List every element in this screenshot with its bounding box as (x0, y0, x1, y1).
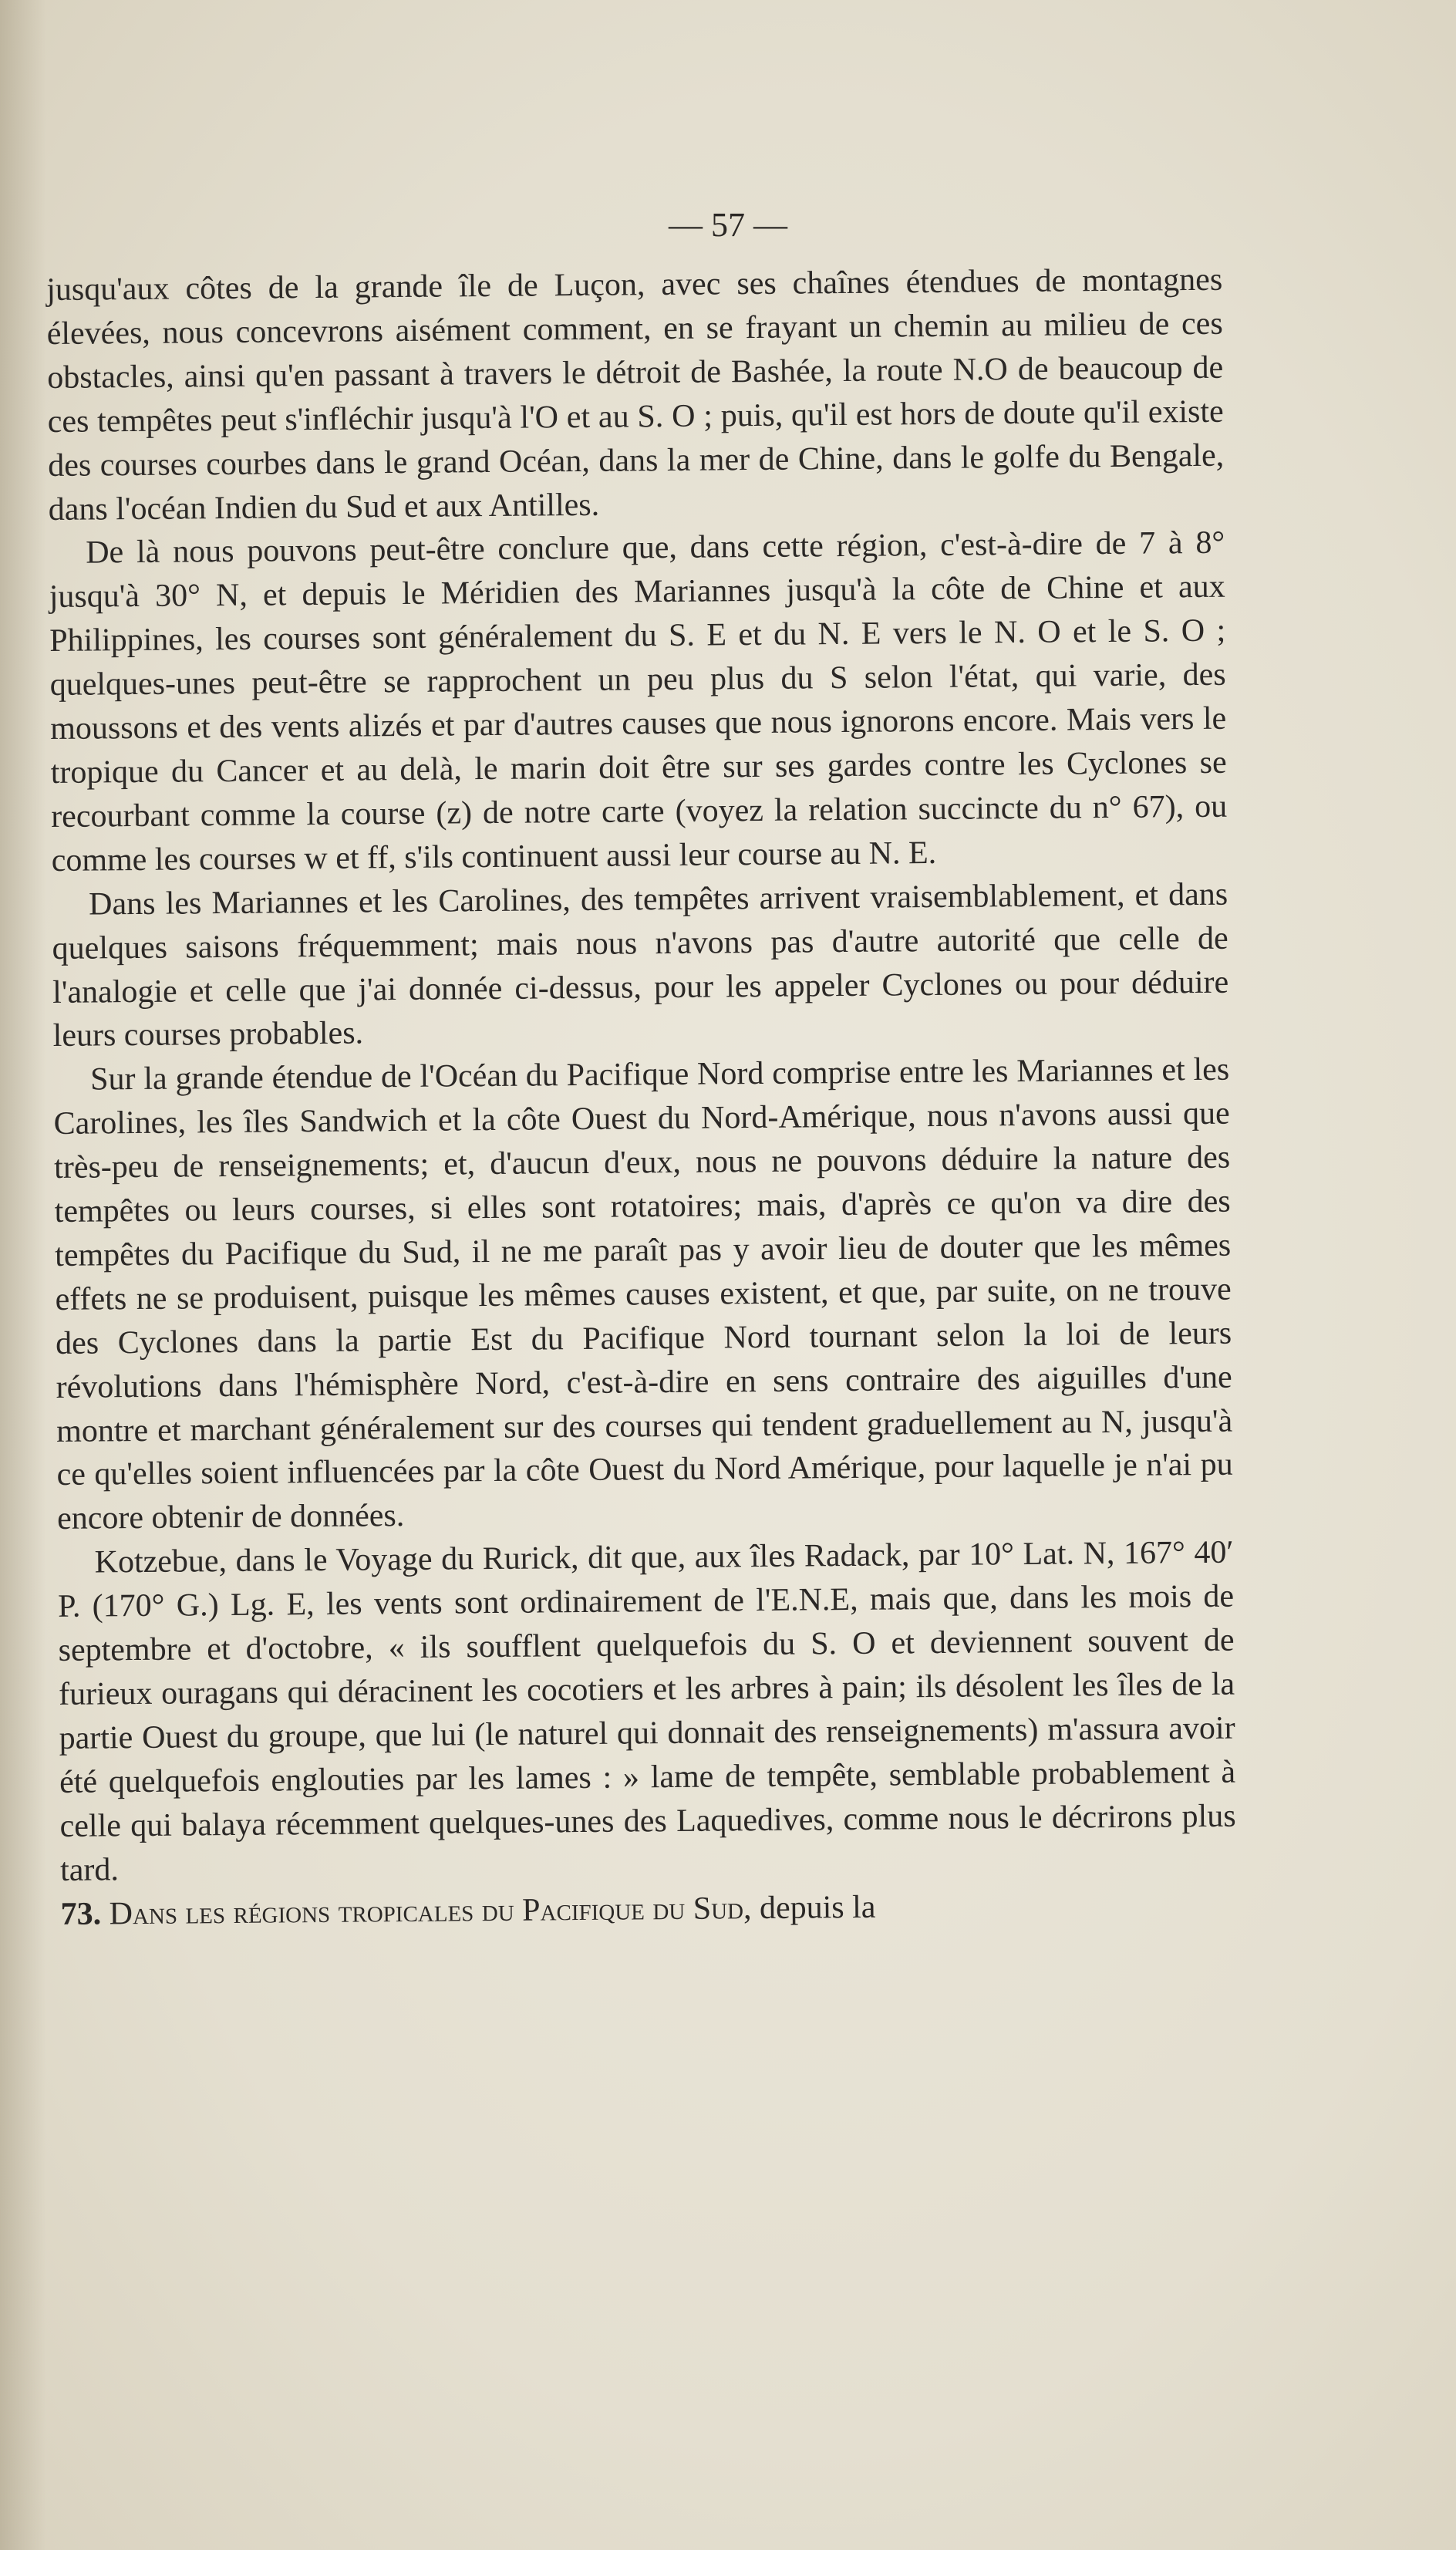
paragraph: De là nous pouvons peut-être conclure que, dans cette région, c'est-à-dire de 7 à 8° jusqu'à 30° N, et depuis le Méridien des Mariannes jusqu'à la côte de Chine et aux Philippines, les courses sont généralement du S. E et du N. E vers le N. O et le S. O ; quelques-unes peut-être se rapprochent un peu plus du S selon l'état, qui varie, des moussons et des vents alizés et par d'autres causes que nous ignorons encore. Mais vers le tropique du Cancer et au delà, le marin doit être sur ses gardes contre les Cyclones se recourbant comme la course (z) de notre carte (voyez la relation succincte du n° 67), ou comme les courses w et ff, s'ils continuent aussi leur course au N. E. (49, 525, 1228, 879)
section-text: , depuis la (743, 1889, 876, 1926)
paragraph: Dans les Mariannes et les Carolines, des tempêtes arrivent vraisemblablement, et dans quelques saisons fréquemment; mais nous n'avons pas d'autre autorité que celle de l'analogie et celle que j'ai donnée ci-dessus, pour les appeler Cyclones ou pour déduire leurs courses probables. (52, 876, 1229, 1054)
section-number: 73. (60, 1895, 102, 1932)
section-start (60, 1882, 1236, 1936)
paragraph: Sur la grande étendue de l'Océan du Pacifique Nord comprise entre les Mariannes et les Carolines, les îles Sandwich et la côte Ouest du Nord-Amérique, nous n'avons aussi que très-peu de renseignements; et, d'aucun d'eux, nous ne pouvons déduire la nature des tempêtes ou leurs courses, si elles sont rotatoires; mais, d'après ce qu'on va dire des tempêtes du Pacifique du Sud, il ne me paraît pas y avoir lieu de douter que les mêmes effets ne se produisent, puisque les mêmes causes existent, et que, par suite, on ne trouve des Cyclones dans la partie Est du Pacifique Nord tournant selon la loi de leurs révolutions dans l'hémisphère Nord, c'est-à-dire en sens contraire des aiguilles d'une montre et marchant généralement sur des courses qui tendent graduellement au N, jusqu'à ce qu'elles soient influencées par la côte Ouest du Nord Amérique, pour laquelle je n'ai pu encore obtenir de données. (53, 1051, 1233, 1537)
body-text (46, 258, 1237, 1937)
section-heading: Dans les régions tropicales du Pacifique du Sud (109, 1890, 744, 1931)
paragraph: Kotzebue, dans le Voyage du Rurick, dit que, aux îles Radack, par 10° Lat. N, 167° 40′ P. (170° G.) Lg. E, les vents sont ordinairement de l'E.N.E, mais que, dans les mois de septembre et d'octobre, « ils soufflent quelquefois du S. O et deviennent souvent de furieux ouragans qui déracinent les cocotiers et les arbres à pain; ils désolent les îles de la partie Ouest du groupe, que lui (le naturel qui donnait des renseignements) m'assura avoir été quelquefois englouties par les lames : » lame de tempête, semblable probablement à celle qui balaya récemment quelques-unes des Laquedives, comme nous le décrirons plus tard. (57, 1534, 1236, 1888)
paragraph: jusqu'aux côtes de la grande île de Luçon, avec ses chaînes étendues de montagnes élevées, nous concevrons aisément comment, en se frayant un chemin au milieu de ces obstacles, ainsi qu'en passant à travers le détroit de Bashée, la route N.O de beaucoup de ces tempêtes peut s'infléchir jusqu'à l'O et au S. O ; puis, qu'il est hors de doute qu'il existe des courses courbes dans le grand Océan, dans la mer de Chine, dans le golfe du Bengale, dans l'océan Indien du Sud et aux Antilles. (46, 261, 1225, 528)
page-number: — 57 — (669, 206, 787, 244)
binding-shadow (0, 0, 46, 2550)
